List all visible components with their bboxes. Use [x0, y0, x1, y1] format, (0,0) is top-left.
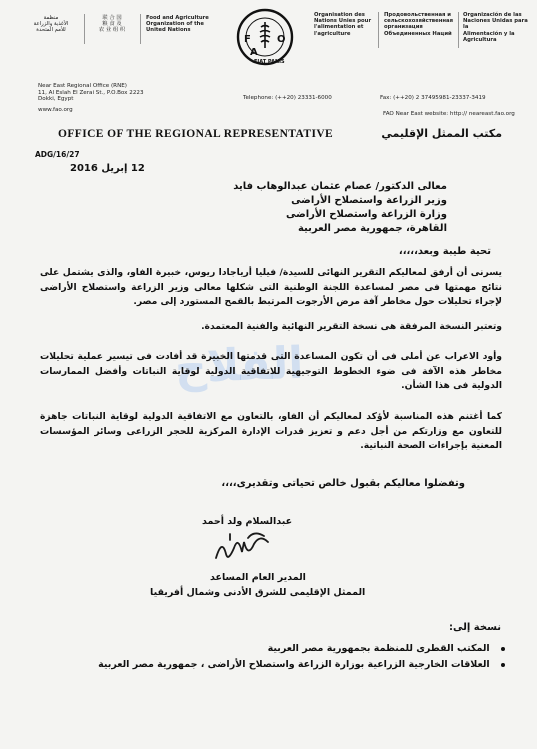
- english-org-line: Food and Agriculture: [146, 15, 209, 21]
- office-address-line: www.fao.org: [38, 106, 73, 113]
- letterhead-arabic-org: [27, 15, 75, 34]
- russian-org-line: организация: [384, 24, 423, 31]
- cc-list: [65, 641, 505, 673]
- chinese-org-line: 粮 食 及: [102, 21, 122, 28]
- office-address-line: Dokki, Egypt: [38, 96, 74, 103]
- spanish-org-line: Agricultura: [463, 36, 497, 43]
- arabic-org-line: للأمم المتحدة: [36, 27, 66, 34]
- russian-org-line: Продовольственная и: [384, 12, 452, 18]
- telephone: Telephone: (++20) 23331-6000: [243, 95, 332, 101]
- paragraph-2: وتعتبر النسخة المرفقة هى نسخة التقرير النهائية والفنية المعتمدة.: [201, 321, 502, 332]
- addressee-block: [87, 180, 447, 236]
- signatory-name: عبدالسلام ولد أحمد: [202, 516, 293, 527]
- letterhead-chinese-org: [90, 15, 134, 34]
- office-title-en: OFFICE OF THE REGIONAL REPRESENTATIVE: [58, 128, 334, 140]
- french-org-line: l'alimentation et: [314, 24, 364, 31]
- addressee-line: وزير الزراعة واستصلاح الأراضى: [291, 195, 447, 206]
- cc-bullet-icon: [501, 663, 505, 667]
- cc-label: نسخة إلى:: [449, 622, 501, 633]
- english-org-line: Organization of the: [146, 21, 205, 28]
- fax: Fax: (++20) 2 37495981-23337-3419: [380, 95, 486, 101]
- paragraph-4: كما أغتنم هذه المناسبة لأؤكد لمعاليكم أن الفاو، بالتعاون مع الاتفاقية الدولية لوقاية النباتات جاهزة للتعاون مع وزارتكم من أجل دعم و تعزيز قدرات الإدارة المركزية للحجر الزراعى وسائر المؤسسات المعنية بإجراءات الصحة النباتية.: [40, 411, 502, 451]
- cc-item: [65, 657, 505, 673]
- fao-letter-a: A: [250, 47, 258, 58]
- chinese-org-line: 农 业 组 织: [98, 27, 126, 34]
- signature-scribble: [208, 528, 278, 568]
- french-org-line: Nations Unies pour: [314, 18, 372, 25]
- addressee-line: القاهرة، جمهورية مصر العربية: [297, 223, 447, 234]
- paragraph-1: يسرنى أن أرفق لمعاليكم التقرير النهائى للسيدة/ فيليا أرياجادا ريوس، خبيرة الفاو، والذى يشتمل على نتائج مهمتها فى مصر لمساعدة اللجنة الوطنية التى شكلها معالى وزير الزراعة واستصلاح الأراضى لإجراء تحليلات حول مخاطر آفة مرض الأرجوت المرتبط بالقمح المستورد إلى مصر.: [40, 267, 502, 307]
- fao-letter-f: F: [244, 34, 251, 45]
- cc-bullet-icon: [501, 647, 505, 651]
- office-title-ar: مكتب الممثل الإقليمي: [381, 127, 502, 140]
- spanish-org-line: Organización de las: [463, 12, 522, 18]
- fao-letter-o: O: [277, 34, 286, 45]
- letterhead-russian-org: [384, 12, 462, 37]
- letterhead-spanish-org: [463, 12, 533, 43]
- addressee-line: وزارة الزراعة واستصلاح الأراضى: [285, 209, 447, 220]
- closing: وتفضلوا معاليكم بقبول خالص تحياتى وتقديرى،،،،: [221, 478, 465, 489]
- french-org-line: Organisation des: [314, 12, 365, 18]
- english-org-line: United Nations: [146, 27, 191, 34]
- signatory-title-1: المدير العام المساعد: [210, 572, 306, 583]
- fao-logo-icon: [236, 8, 294, 66]
- reference-number: ADG/16/27: [35, 150, 80, 159]
- watermark: الفلاح: [174, 337, 305, 394]
- paragraph-3: وأود الاعراب عن أملى فى أن تكون المساعدة التى قدمتها الخبيرة قد أفادت فى تيسير عملية تحليلات مخاطر هذه الآفة فى ضوء الخطوط التوجيهية للاتفاقية الدولية لوقاية النباتات وأفضل الممارسات الدولية فى هذا الشأن.: [40, 351, 502, 391]
- fao-logo: [236, 8, 294, 66]
- letterhead-english-org: [146, 15, 218, 34]
- website: FAO Near East website: http:// neareast.fao.org: [383, 111, 515, 117]
- office-address: [38, 83, 198, 113]
- signatory-title-2: الممثل الإقليمى للشرق الأدنى وشمال أفريقيا: [150, 587, 366, 598]
- russian-org-line: сельскохозяйственная: [384, 18, 454, 25]
- spanish-org-line: Alimentación y la: [463, 30, 515, 37]
- signature-mark: [208, 528, 278, 568]
- french-org-line: l'agriculture: [314, 30, 351, 37]
- russian-org-line: Объединенных Наций: [384, 30, 452, 37]
- arabic-org-line: منظمة: [43, 15, 59, 21]
- fao-motto: FIAT PANIS: [254, 59, 285, 65]
- cc-item-text: العلاقات الخارجية الزراعية بوزارة الزراعة واستصلاح الأراضى ، جمهورية مصر العربية: [98, 659, 490, 670]
- addressee-line: معالى الدكتور/ عصام عثمان عبدالوهاب فايد: [233, 181, 447, 192]
- office-address-line: Near East Regional Office (RNE): [38, 83, 127, 89]
- cc-item-text: المكتب القطرى للمنظمة بجمهورية مصر العربية: [267, 643, 490, 654]
- arabic-org-line: الأغذية والزراعة: [33, 21, 69, 28]
- letterhead-french-org: [314, 12, 382, 37]
- spanish-org-line: Naciones Unidas para la: [463, 18, 528, 31]
- office-address-line: 11, Al Eslah El Zerai St., P.O.Box 2223: [38, 89, 144, 96]
- greeting: تحية طيبة وبعد،،،،،: [398, 246, 491, 257]
- chinese-org-line: 联 合 国: [102, 15, 122, 21]
- cc-item: [65, 641, 505, 657]
- letter-date: 12 إبريل 2016: [70, 163, 145, 174]
